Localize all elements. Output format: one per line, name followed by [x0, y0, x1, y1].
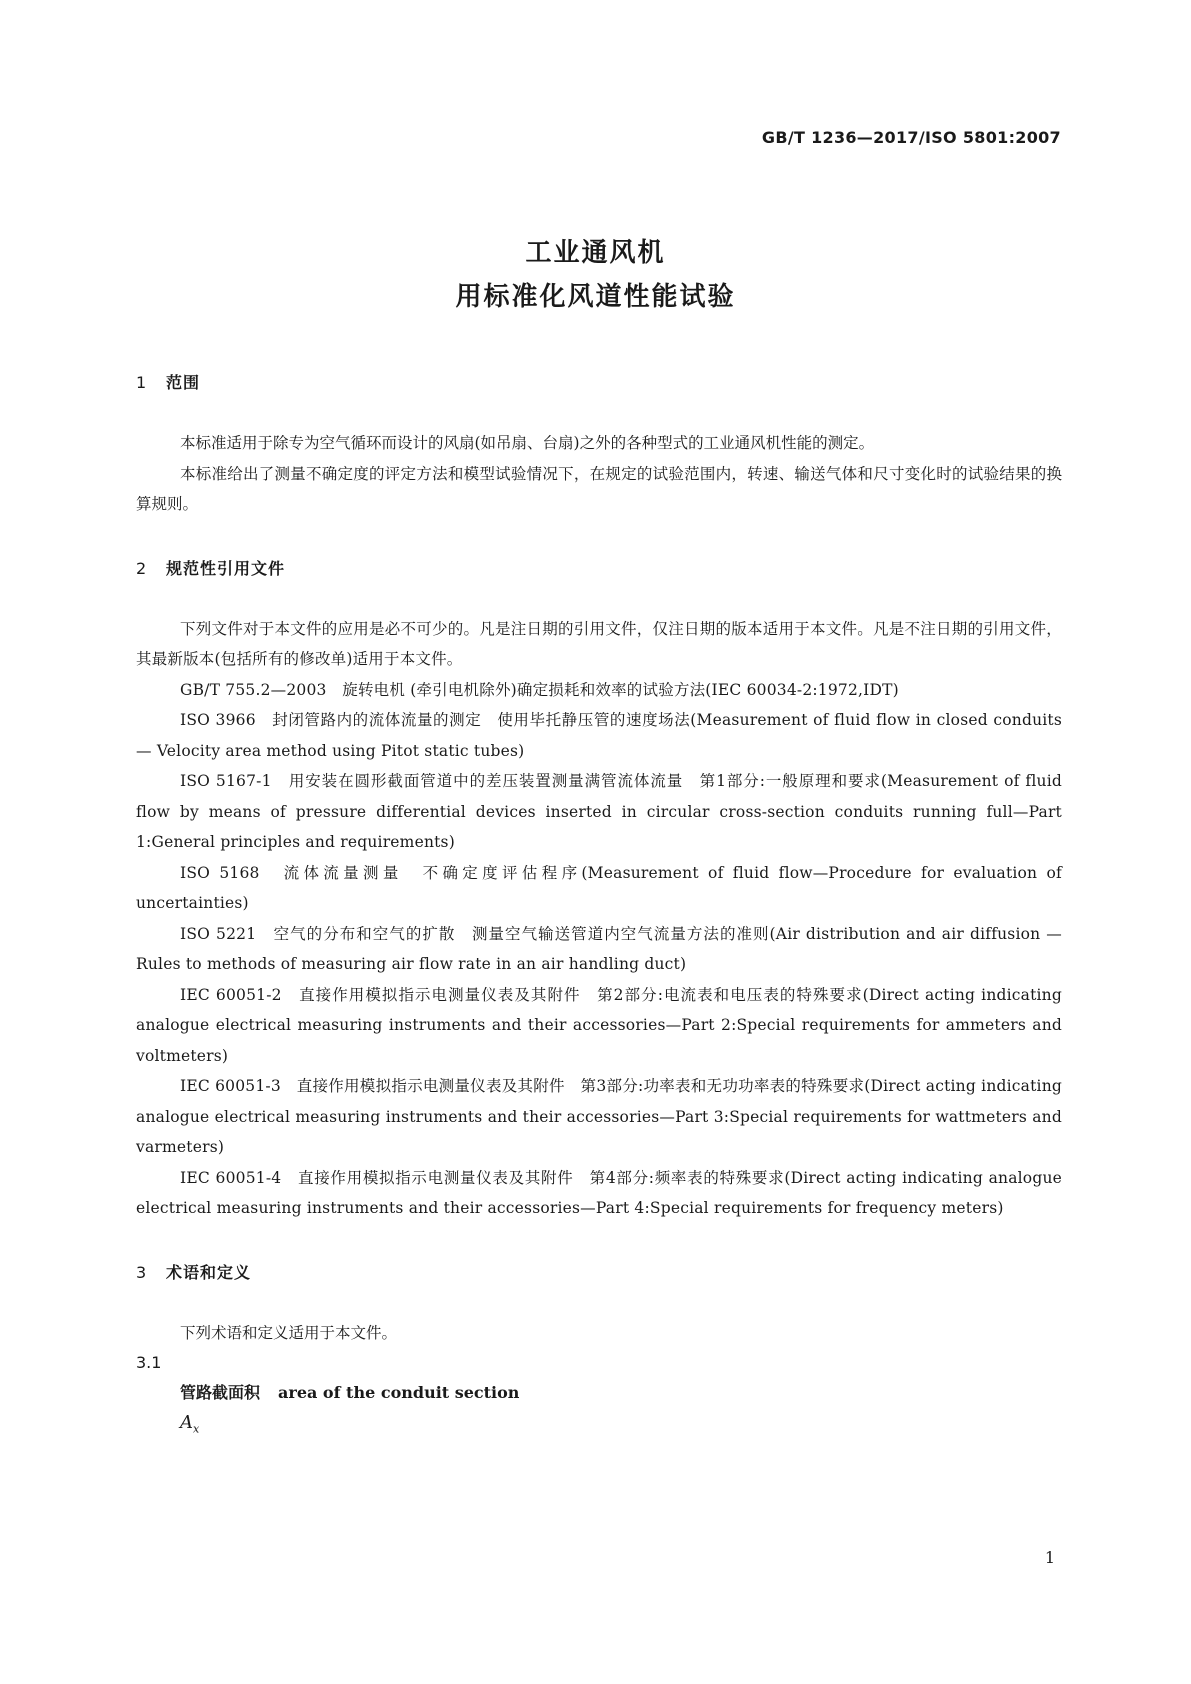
reference-item: ISO 5167-1 用安装在圆形截面管道中的差压装置测量满管流体流量 第1部分:一般原理和要求(Measurement of fluid flow by means of pressure differential devices inserted in circular cross-section conduits running full—Part 1:General principles and requirements): [136, 772, 1062, 851]
section-1-heading: [136, 370, 1062, 392]
title-line-2: 用标准化风道性能试验: [455, 282, 736, 312]
terms-intro: 下列术语和定义适用于本文件。: [180, 1323, 398, 1342]
page-number: 1: [1044, 1548, 1055, 1567]
term-symbol: [180, 1408, 1062, 1445]
section-2-heading: [136, 556, 1062, 578]
title-line-1: 工业通风机: [525, 238, 666, 268]
symbol-subscript: x: [193, 1422, 200, 1436]
reference-item: GB/T 755.2—2003 旋转电机 (牵引电机除外)确定损耗和效率的试验方法(IEC 60034-2:1972,IDT): [180, 680, 899, 699]
reference-list: [136, 614, 1062, 1224]
section-title: 范围: [166, 373, 201, 392]
reference-item: ISO 5168 流体流量测量 不确定度评估程序(Measurement of fluid flow—Procedure for evaluation of uncertainties): [136, 863, 1062, 912]
symbol-letter: A: [180, 1412, 193, 1433]
reference-item: ISO 5221 空气的分布和空气的扩散 测量空气输送管道内空气流量方法的准则(Air distribution and air diffusion — Rules to methods of measuring air flow rate in an air handling duct): [136, 924, 1062, 973]
document-body: [136, 370, 1062, 1445]
references-intro: 下列文件对于本文件的应用是必不可少的。凡是注日期的引用文件，仅注日期的版本适用于本文件。凡是不注日期的引用文件，其最新版本(包括所有的修改单)适用于本文件。: [136, 619, 1062, 668]
standard-code: GB/T 1236—2017/ISO 5801:2007: [761, 128, 1061, 147]
reference-item: IEC 60051-4 直接作用模拟指示电测量仪表及其附件 第4部分:频率表的特殊要求(Direct acting indicating analogue electrical measuring instruments and their accessories—Part 4:Special requirements for frequency meters): [136, 1168, 1062, 1217]
subsection-number: 3.1: [136, 1353, 162, 1372]
section-number: 2: [136, 558, 148, 578]
reference-item: IEC 60051-3 直接作用模拟指示电测量仪表及其附件 第3部分:功率表和无功功率表的特殊要求(Direct acting indicating analogue electrical measuring instruments and their accessories—Part 3:Special requirements for wattmeters and varmeters): [136, 1077, 1062, 1156]
reference-item: ISO 3966 封闭管路内的流体流量的测定 使用毕托静压管的速度场法(Measurement of fluid flow in closed conduits — Velocity area method using Pitot static tubes): [136, 711, 1062, 760]
scope-paragraph-1: 本标准适用于除专为空气循环而设计的风扇(如吊扇、台扇)之外的各种型式的工业通风机性能的测定。: [180, 434, 875, 452]
section-number: 1: [136, 373, 148, 392]
section-title: 术语和定义: [166, 1262, 252, 1282]
scope-paragraph-2: 本标准给出了测量不确定度的评定方法和模型试验情况下，在规定的试验范围内，转速、输送气体和尺寸变化时的试验结果的换算规则。: [136, 464, 1062, 513]
term-english: area of the conduit section: [278, 1383, 520, 1402]
term-chinese: 管路截面积: [180, 1383, 261, 1402]
reference-item: IEC 60051-2 直接作用模拟指示电测量仪表及其附件 第2部分:电流表和电压表的特殊要求(Direct acting indicating analogue electrical measuring instruments and their accessories—Part 2:Special requirements for ammeters and voltmeters): [136, 985, 1062, 1065]
section-3-heading: [136, 1260, 1062, 1282]
section-title: 规范性引用文件: [166, 558, 286, 578]
section-number: 3: [136, 1262, 148, 1282]
term-entry: [180, 1378, 1062, 1408]
